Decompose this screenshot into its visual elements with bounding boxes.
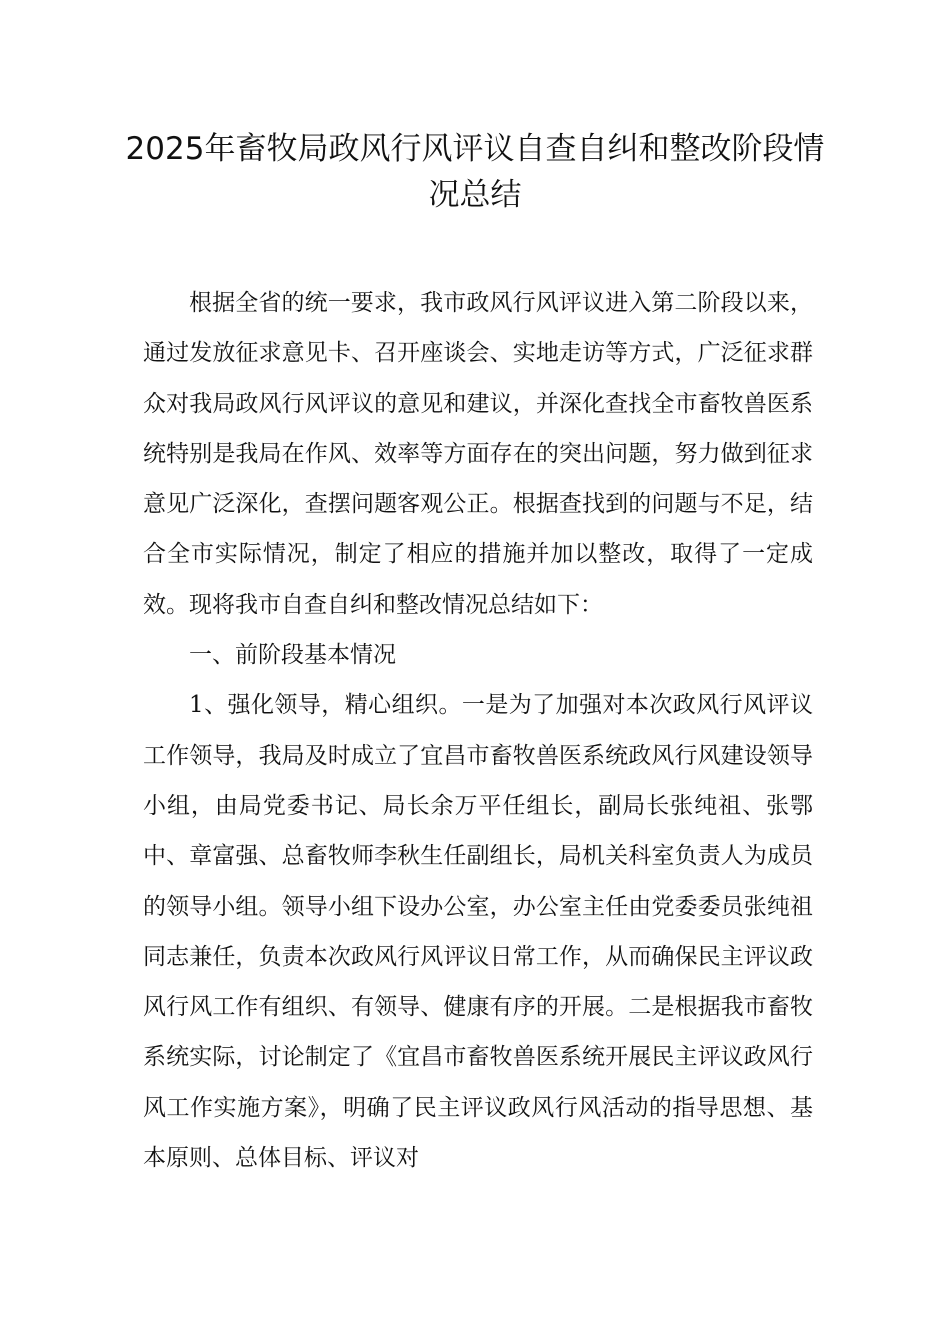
paragraph-intro: 根据全省的统一要求，我市政风行风评议进入第二阶段以来，通过发放征求意见卡、召开座谈会、实地走访等方式，广泛征求群众对我局政风行风评议的意见和建议，并深化查找全市畜牧兽医系统特别是我局在作风、效率等方面存在的突出问题，努力做到征求意见广泛深化，查摆问题客观公正。根据查找到的问题与不足，结合全市实际情况，制定了相应的措施并加以整改，取得了一定成效。现将我市自查自纠和整改情况总结如下： [143, 290, 813, 618]
section-heading: 一、前阶段基本情况 [189, 642, 396, 669]
document-title: 2025年畜牧局政风行风评议自查自纠和整改阶段情况总结 [125, 131, 825, 213]
paragraph-section-1: 1、强化领导，精心组织。一是为了加强对本次政风行风评议工作领导，我局及时成立了宜昌市畜牧兽医系统政风行风建设领导小组，由局党委书记、局长余万平任组长，副局长张纯祖、张鄂中、章富强、总畜牧师李秋生任副组长，局机关科室负责人为成员的领导小组。领导小组下设办公室，办公室主任由党委委员张纯祖同志兼任，负责本次政风行风评议日常工作，从而确保民主评议政风行风工作有组织、有领导、健康有序的开展。二是根据我市畜牧系统实际，讨论制定了《宜昌市畜牧兽医系统开展民主评议政风行风工作实施方案》，明确了民主评议政风行风活动的指导思想、基本原则、总体目标、评议对 [143, 692, 813, 1172]
document-body [143, 278, 813, 1183]
